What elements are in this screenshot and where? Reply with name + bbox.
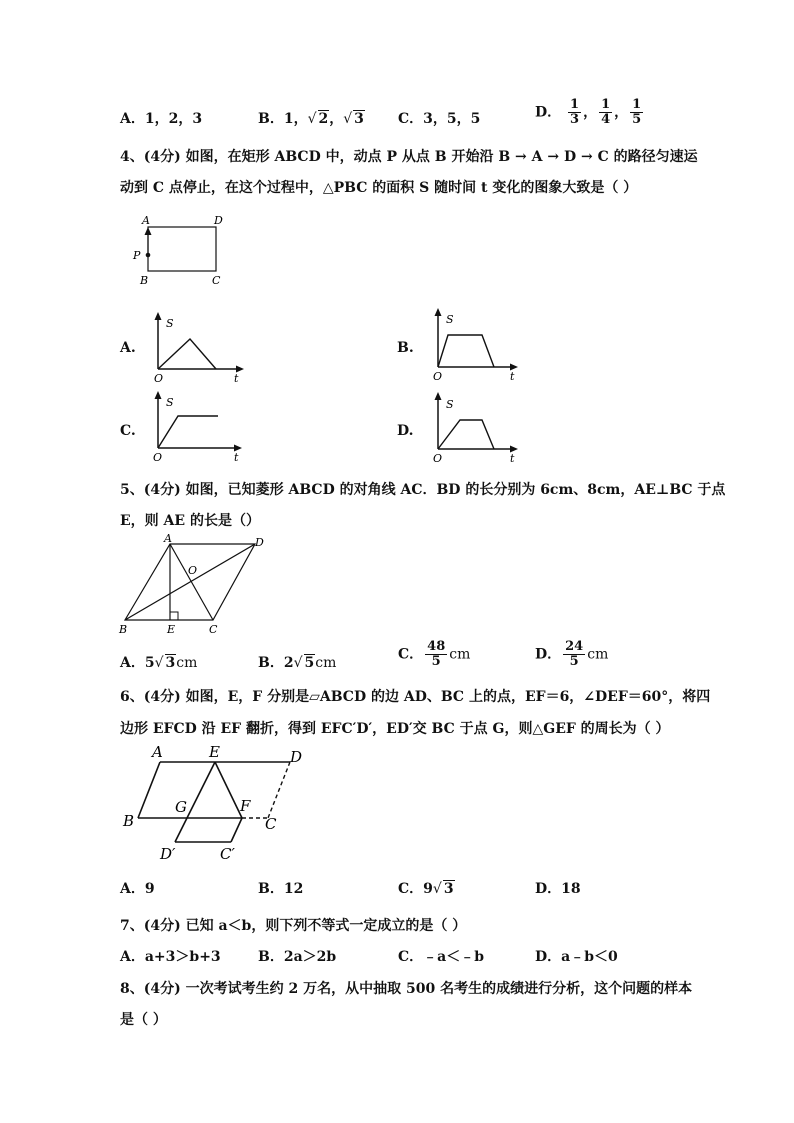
q4-option-b-label: B. [397, 340, 414, 356]
q4-graph-d-o-label: O [433, 452, 443, 465]
q8-line-2: 是（ ） [120, 1012, 167, 1028]
q5-line-2: E，则 AE 的长是（） [120, 513, 260, 529]
q4-graph-c-y-arrow-icon [155, 391, 162, 399]
q4-graph-a-o-label: O [154, 372, 164, 385]
q6-label-d-prime: D′ [160, 845, 176, 863]
q4-label-b: B [140, 274, 149, 287]
q8-line-1: 8、(4分) 一次考试考生约 2 万名，从中抽取 500 名考生的成绩进行分析，这个问题的样本 [120, 981, 693, 997]
q4-rectangle-figure [130, 210, 240, 295]
q3-option-b-prefix: B．1， [258, 111, 308, 127]
q5-diagonal-ac [170, 544, 213, 620]
q4-graph-a-t-label: t [234, 372, 239, 385]
q6-label-g: G [175, 798, 187, 816]
q3-option-b: B．1，√ 2，√ 3 [258, 111, 364, 127]
q6-label-c-prime: C′ [220, 845, 235, 863]
q4-label-d: D [214, 214, 223, 227]
q6-label-c: C [265, 815, 277, 833]
q4-point-p [146, 253, 151, 258]
q3-option-d [535, 98, 645, 127]
q6-label-d: D [290, 748, 303, 766]
q3-option-d-sep2: ， [614, 104, 629, 121]
q4-graph-c-t-label: t [234, 451, 239, 464]
q3-option-b-rad1: 2 [318, 111, 329, 127]
q4-graph-b [430, 308, 530, 382]
q5-option-d: D． $\frac{24}{5}$ cm [535, 639, 609, 669]
q3-frac-2: $\frac{1}{4}$ [601, 97, 611, 127]
q6-option-d: D．18 [535, 881, 581, 897]
q6-label-a: A [152, 743, 163, 761]
q4-label-p: P [133, 249, 141, 262]
q6-parallelogram-figure [118, 742, 318, 864]
q4-rectangle [148, 227, 216, 271]
q4-graph-d [430, 392, 530, 466]
q4-label-c: C [212, 274, 221, 287]
q3-option-b-sep: ， [329, 111, 344, 127]
q4-option-c-label: C. [120, 423, 136, 439]
q3-option-c: C．3，5，5 [398, 111, 481, 127]
q4-graph-d-t-label: t [510, 452, 515, 465]
q7-line-1: 7、(4分) 已知 a＜b，则下列不等式一定成立的是（ ） [120, 918, 467, 934]
q7-option-c: C．﹣a＜﹣b [398, 949, 485, 965]
q5-label-c: C [209, 623, 218, 636]
q7-option-a: A．a+3＞b+3 [120, 949, 221, 965]
q4-graph-c-o-label: O [153, 451, 163, 464]
q4-graph-a-y-arrow-icon [155, 312, 162, 320]
q6-edge-dc-dashed [268, 762, 290, 818]
q4-line-2: 动到 C 点停止，在这个过程中，△PBC 的面积 S 随时间 t 变化的图象大致是（ ） [120, 180, 638, 196]
q6-line-2: 边形 EFCD 沿 EF 翻折，得到 EFC′D′，ED′交 BC 于点 G，则△GEF 的周长为（ ） [120, 721, 670, 737]
q4-graph-b-o-label: O [433, 370, 443, 383]
q6-edge-ab [138, 762, 160, 818]
q4-option-a-label: A. [120, 340, 136, 356]
q3-option-b-rad2: 3 [354, 111, 364, 127]
q4-line-1: 4、(4分) 如图，在矩形 ABCD 中，动点 P 从点 B 开始沿 B → A → D → C 的路径匀速运 [120, 149, 698, 165]
q5-label-d: D [255, 536, 264, 549]
q4-label-a: A [142, 214, 150, 227]
q5-label-e: E [167, 623, 176, 636]
q6-option-c: C．9√ 3 [398, 881, 454, 897]
q5-rhombus-figure [115, 532, 285, 638]
q6-label-b: B [123, 812, 135, 830]
q6-option-a: A．9 [120, 881, 155, 897]
q6-option-b: B．12 [258, 881, 304, 897]
q4-graph-a [150, 312, 250, 384]
q6-label-f: F [240, 797, 251, 815]
q3-frac-1: $\frac{1}{3}$ [570, 97, 580, 127]
q3-frac-3: $\frac{1}{5}$ [632, 97, 642, 127]
q3-option-a: A．1，2，3 [120, 111, 203, 127]
q4-graph-b-y-arrow-icon [435, 308, 442, 316]
q4-graph-c [150, 391, 250, 465]
q4-graph-d-s-label: S [446, 398, 454, 411]
q4-graph-b-s-label: S [446, 313, 454, 326]
q5-label-o: O [188, 564, 198, 577]
q4-graph-c-curve [158, 416, 218, 448]
q5-label-a: A [164, 532, 172, 545]
q6-line-1: 6、(4分) 如图，E，F 分别是▱ABCD 的边 AD、BC 上的点，EF＝6，∠DEF＝60°，将四 [120, 689, 711, 705]
q4-arrow-icon [145, 227, 152, 235]
q4-graph-b-t-label: t [510, 370, 515, 383]
q7-option-d: D．a﹣b＜0 [535, 949, 618, 965]
q5-right-angle-mark [170, 612, 178, 620]
q5-option-c: C． $\frac{48}{5}$ cm [398, 639, 471, 669]
q4-graph-a-curve [158, 339, 216, 369]
q5-line-1: 5、(4分) 如图，已知菱形 ABCD 的对角线 AC．BD 的长分别为 6cm、8cm，AE⊥BC 于点 [120, 482, 726, 498]
q4-graph-b-curve [438, 335, 494, 367]
q5-label-b: B [119, 623, 128, 636]
q6-edge-fc-prime [231, 818, 242, 842]
q6-edge-ef [215, 762, 242, 818]
q4-graph-a-s-label: S [166, 317, 174, 330]
q4-option-d-label: D. [397, 423, 414, 439]
q7-option-b: B．2a＞2b [258, 949, 337, 965]
q5-option-b: B．2√ 5cm [258, 655, 337, 671]
q5-option-a: A．5√ 3cm [120, 655, 198, 671]
q4-graph-d-y-arrow-icon [435, 392, 442, 400]
q3-option-d-prefix: D． [535, 104, 562, 121]
q6-label-e: E [209, 743, 220, 761]
q5-diagonal-bd [125, 544, 255, 620]
q4-graph-d-curve [438, 420, 494, 449]
q4-graph-c-s-label: S [166, 396, 174, 409]
q3-option-d-sep1: ， [583, 104, 598, 121]
